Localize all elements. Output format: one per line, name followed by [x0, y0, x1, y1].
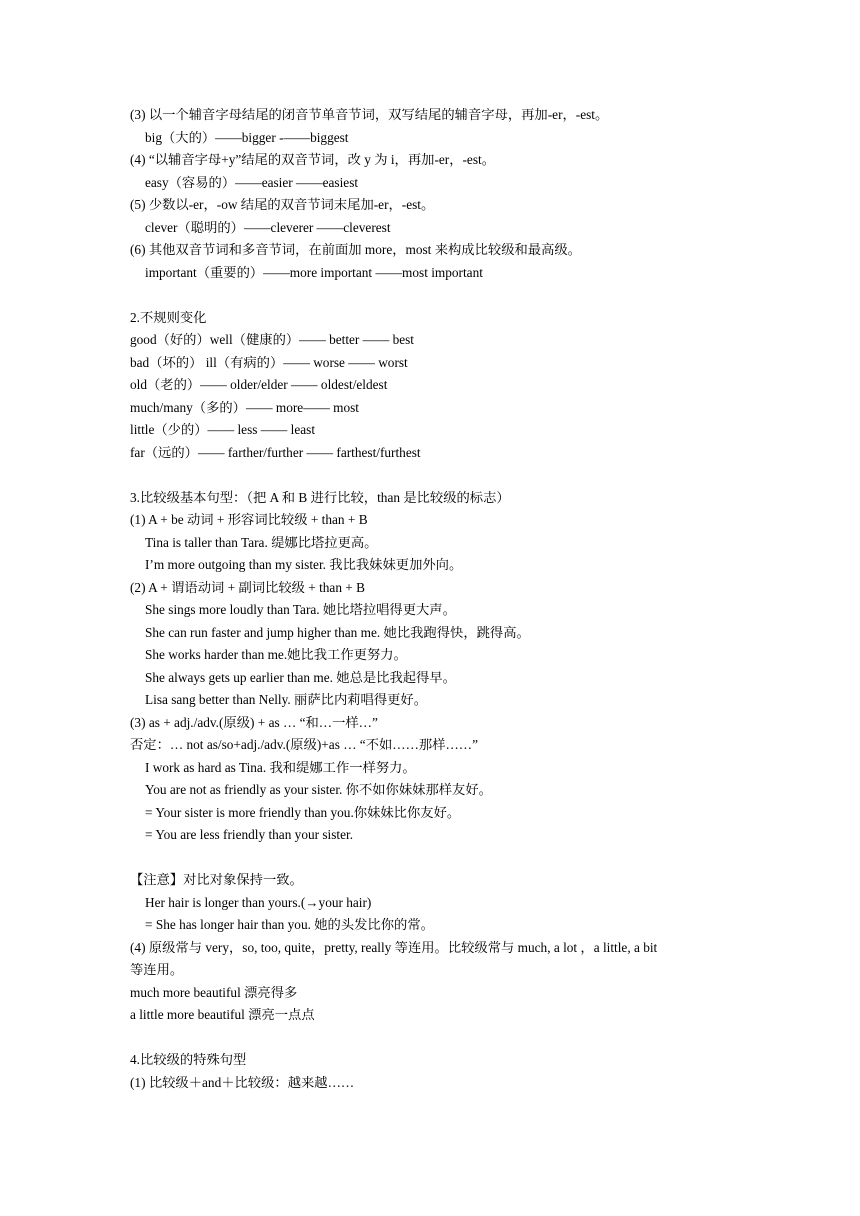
section-2-heading: 2.不规则变化 — [130, 310, 207, 325]
example-sentence: = She has longer hair than you. 她的头发比你的常。 — [145, 917, 434, 932]
irregular-much: much/many（多的）—— more—— most — [130, 400, 359, 415]
section-3-heading: 3.比较级基本句型：（把 A 和 B 进行比较，than 是比较级的标志） — [130, 490, 510, 505]
example-sentence: She sings more loudly than Tara. 她比塔拉唱得更大声。 — [145, 602, 456, 617]
example-sentence: = You are less friendly than your sister. — [145, 827, 354, 842]
pattern-1-heading: (1) A + be 动词 + 形容词比较级 + than + B — [130, 512, 368, 527]
pattern-2-heading: (2) A + 谓语动词 + 副词比较级 + than + B — [130, 580, 365, 595]
pattern-3-heading: (3) as + adj./adv.(原级) + as … “和…一样…” — [130, 715, 378, 730]
rule-5-heading: (5) 少数以-er，-ow 结尾的双音节词末尾加-er，-est。 — [130, 197, 435, 212]
note-heading: 【注意】对比对象保持一致。 — [130, 872, 303, 887]
irregular-little: little（少的）—— less —— least — [130, 422, 316, 437]
example-sentence: She works harder than me.她比我工作更努力。 — [145, 647, 407, 662]
example-clever: clever（聪明的）——cleverer ——cleverest — [145, 220, 391, 235]
rule-3-heading: (3) 以一个辅音字母结尾的闭音节单音节词，双写结尾的辅音字母，再加-er，-est。 — [130, 107, 609, 122]
example-sentence: Lisa sang better than Nelly. 丽萨比内莉唱得更好。 — [145, 692, 428, 707]
special-pattern-1: (1) 比较级＋and＋比较级：越来越…… — [130, 1075, 355, 1090]
example-sentence: You are not as friendly as your sister. 你不如你妹妹那样友好。 — [145, 782, 492, 797]
example-sentence: She can run faster and jump higher than me. 她比我跑得快，跳得高。 — [145, 625, 530, 640]
irregular-bad: bad（坏的） ill（有病的）—— worse —— worst — [130, 355, 408, 370]
example-easy: easy（容易的）——easier ——easiest — [145, 175, 359, 190]
example-sentence: Tina is taller than Tara. 缇娜比塔拉更高。 — [145, 535, 378, 550]
pattern-4-continued: 等连用。 — [130, 962, 184, 977]
rule-6-heading: (6) 其他双音节词和多音节词，在前面加 more，most 来构成比较级和最高级。 — [130, 242, 581, 257]
irregular-old: old（老的）—— older/elder —— oldest/eldest — [130, 377, 388, 392]
example-sentence: = Your sister is more friendly than you.你妹妹比你友好。 — [145, 805, 461, 820]
pattern-4-heading: (4) 原级常与 very，so, too, quite，pretty, really 等连用。比较级常与 much, a lot ，a little, a bit — [130, 940, 658, 955]
example-sentence: She always gets up earlier than me. 她总是比我起得早。 — [145, 670, 456, 685]
rule-4-heading: (4) “以辅音字母+y”结尾的双音节词，改 y 为 i，再加-er，-est。 — [130, 152, 495, 167]
example-phrase: much more beautiful 漂亮得多 — [130, 985, 298, 1000]
example-sentence: I work as hard as Tina. 我和缇娜工作一样努力。 — [145, 760, 416, 775]
example-sentence: I’m more outgoing than my sister. 我比我妹妹更加外向。 — [145, 557, 463, 572]
example-big: big（大的）——bigger -——biggest — [145, 130, 349, 145]
irregular-far: far（远的）—— farther/further —— farthest/furthest — [130, 445, 421, 460]
section-4-heading: 4.比较级的特殊句型 — [130, 1052, 247, 1067]
example-sentence: Her hair is longer than yours.(→your hair) — [145, 895, 372, 910]
pattern-3-negative: 否定：… not as/so+adj./adv.(原级)+as … “不如……那样……” — [130, 737, 478, 752]
example-phrase: a little more beautiful 漂亮一点点 — [130, 1007, 315, 1022]
irregular-good: good（好的）well（健康的）—— better —— best — [130, 332, 415, 347]
example-important: important（重要的）——more important ——most important — [145, 265, 483, 280]
